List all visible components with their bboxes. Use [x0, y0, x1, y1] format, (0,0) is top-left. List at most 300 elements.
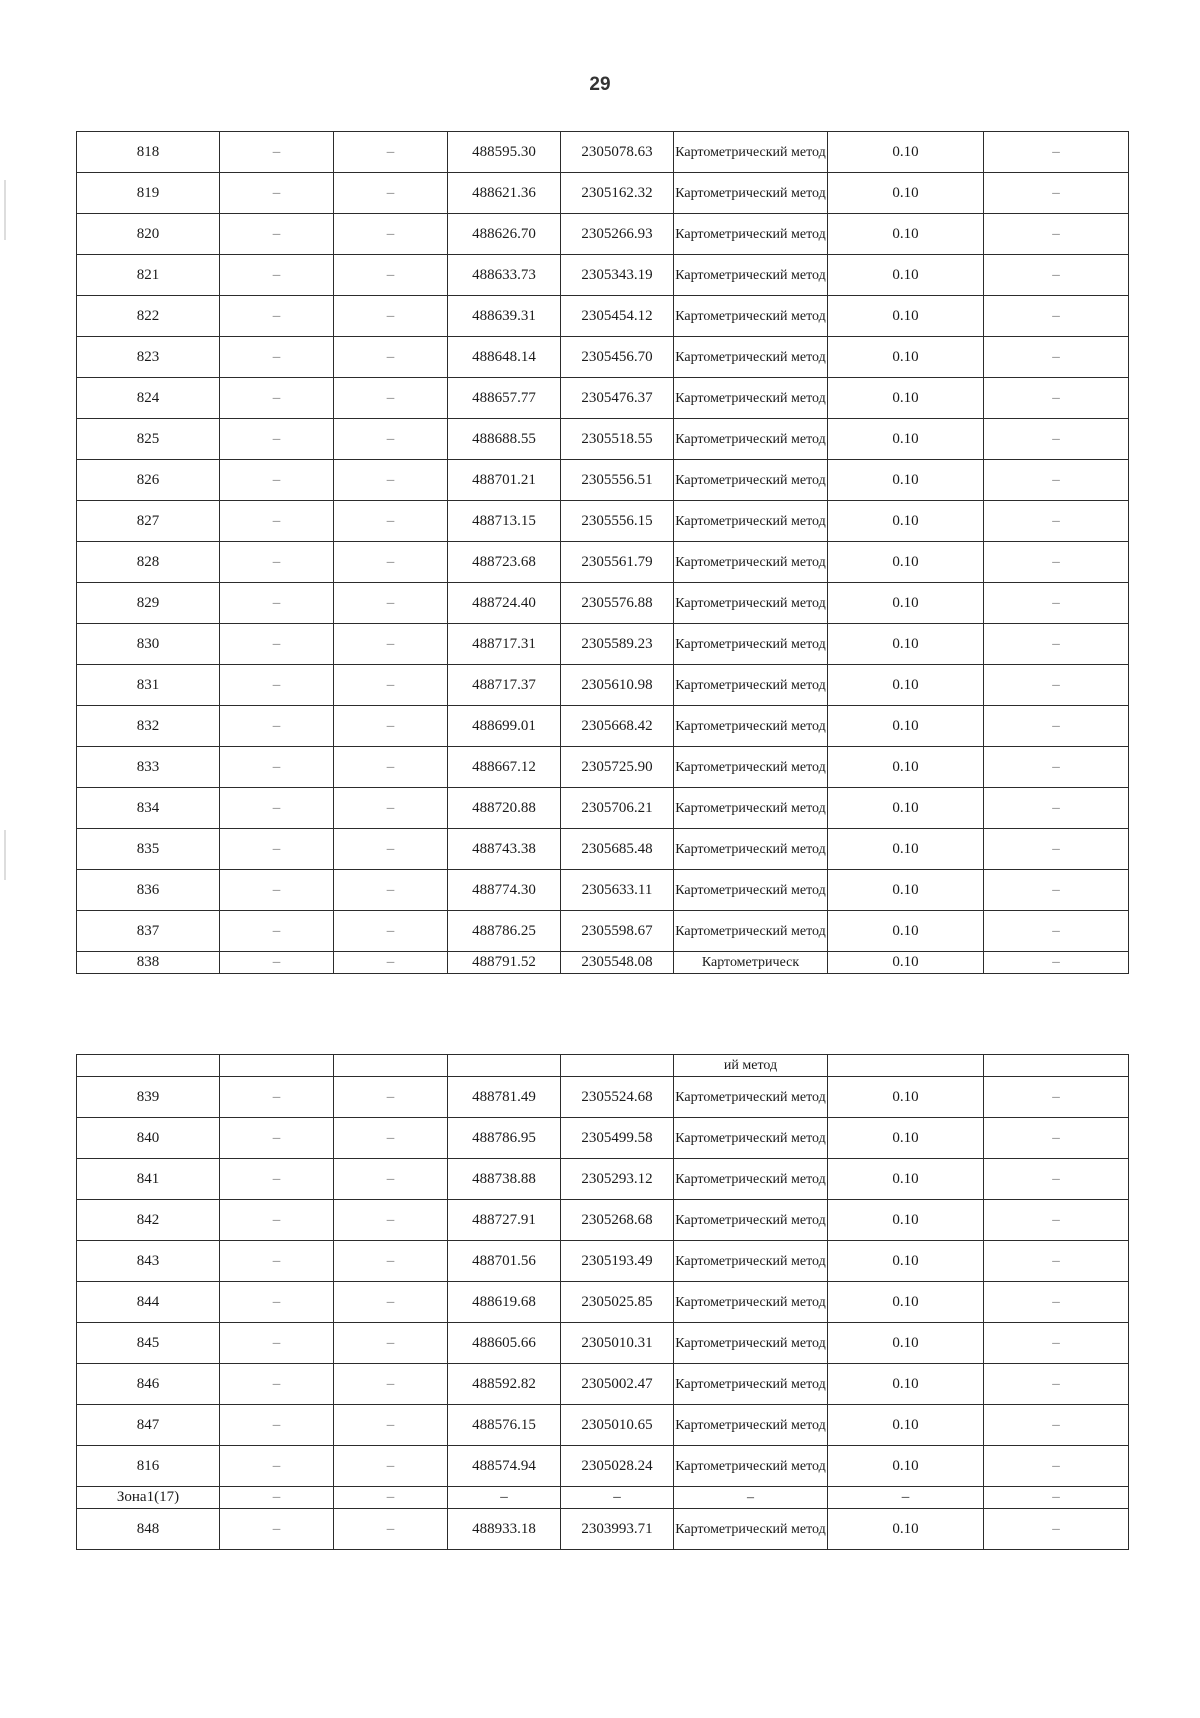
method-cell: Картометрический метод [674, 419, 828, 460]
x-coordinate-cell: 488574.94 [448, 1446, 561, 1487]
x-coordinate-cell [448, 1055, 561, 1077]
empty-cell: – [334, 829, 448, 870]
accuracy-cell: 0.10 [828, 952, 984, 974]
x-coordinate-cell: 488724.40 [448, 583, 561, 624]
empty-cell: – [334, 337, 448, 378]
y-coordinate-cell: 2305078.63 [561, 132, 674, 173]
x-coordinate-cell: 488713.15 [448, 501, 561, 542]
table-row [77, 1159, 1129, 1200]
point-number-cell: 831 [77, 665, 220, 706]
x-coordinate-cell: 488657.77 [448, 378, 561, 419]
empty-cell: – [220, 665, 334, 706]
y-coordinate-cell: 2305556.15 [561, 501, 674, 542]
y-coordinate-cell: 2305002.47 [561, 1364, 674, 1405]
empty-cell: – [334, 132, 448, 173]
empty-cell: – [334, 870, 448, 911]
empty-cell: – [220, 1159, 334, 1200]
y-coordinate-cell: 2305706.21 [561, 788, 674, 829]
table-row [77, 870, 1129, 911]
table-row [77, 173, 1129, 214]
y-coordinate-cell: 2305476.37 [561, 378, 674, 419]
method-cell: Картометрический метод [674, 747, 828, 788]
table-row [77, 624, 1129, 665]
method-cell: ий метод [674, 1055, 828, 1077]
x-coordinate-cell: 488717.31 [448, 624, 561, 665]
method-cell: Картометрический метод [674, 706, 828, 747]
point-number-cell: 823 [77, 337, 220, 378]
empty-cell: – [334, 1323, 448, 1364]
method-cell: Картометрический метод [674, 173, 828, 214]
scan-edge-mark [4, 830, 6, 880]
empty-cell: – [334, 706, 448, 747]
empty-cell: – [984, 460, 1129, 501]
table-row [77, 1118, 1129, 1159]
empty-cell: – [334, 542, 448, 583]
coordinates-table-part-1 [76, 131, 1129, 974]
method-cell: Картометрический метод [674, 911, 828, 952]
empty-cell: – [220, 1364, 334, 1405]
method-cell: Картометрический метод [674, 1241, 828, 1282]
empty-cell: – [984, 1118, 1129, 1159]
method-cell: Картометрический метод [674, 1077, 828, 1118]
scan-edge-mark [4, 180, 6, 240]
accuracy-cell: 0.10 [828, 1405, 984, 1446]
empty-cell: – [334, 501, 448, 542]
y-coordinate-cell: 2305556.51 [561, 460, 674, 501]
empty-cell: – [220, 214, 334, 255]
y-coordinate-cell: 2305685.48 [561, 829, 674, 870]
x-coordinate-cell: 488743.38 [448, 829, 561, 870]
table-row [77, 1446, 1129, 1487]
point-number-cell: 846 [77, 1364, 220, 1405]
table-row [77, 255, 1129, 296]
point-number-cell: 847 [77, 1405, 220, 1446]
method-cell: Картометрический метод [674, 1118, 828, 1159]
empty-cell: – [984, 1200, 1129, 1241]
method-cell: Картометрический метод [674, 870, 828, 911]
x-coordinate-cell: 488626.70 [448, 214, 561, 255]
table-row [77, 1364, 1129, 1405]
point-number-cell: 821 [77, 255, 220, 296]
method-cell: Картометрический метод [674, 829, 828, 870]
empty-cell: – [334, 419, 448, 460]
empty-cell: – [334, 1118, 448, 1159]
point-number-cell: 833 [77, 747, 220, 788]
x-coordinate-cell: 488633.73 [448, 255, 561, 296]
method-cell: Картометрический метод [674, 1364, 828, 1405]
accuracy-cell: 0.10 [828, 1077, 984, 1118]
method-cell: Картометрический метод [674, 214, 828, 255]
empty-cell: – [334, 788, 448, 829]
point-number-cell: 841 [77, 1159, 220, 1200]
x-coordinate-cell: 488667.12 [448, 747, 561, 788]
empty-cell: – [334, 255, 448, 296]
method-cell: Картометрический метод [674, 583, 828, 624]
y-coordinate-cell: 2305293.12 [561, 1159, 674, 1200]
y-coordinate-cell: 2305028.24 [561, 1446, 674, 1487]
x-coordinate-cell: 488621.36 [448, 173, 561, 214]
empty-cell: – [220, 624, 334, 665]
table-row [77, 1487, 1129, 1509]
empty-cell: – [220, 296, 334, 337]
x-coordinate-cell: 488699.01 [448, 706, 561, 747]
table-row [77, 1077, 1129, 1118]
empty-cell: – [334, 1509, 448, 1550]
empty-cell: – [334, 1364, 448, 1405]
empty-cell: – [220, 952, 334, 974]
empty-cell: – [220, 542, 334, 583]
accuracy-cell: 0.10 [828, 665, 984, 706]
method-cell: Картометрический метод [674, 542, 828, 583]
point-number-cell: 820 [77, 214, 220, 255]
empty-cell: – [220, 747, 334, 788]
empty-cell: – [984, 1282, 1129, 1323]
method-cell: Картометрическ [674, 952, 828, 974]
point-number-cell: 830 [77, 624, 220, 665]
table-row [77, 1509, 1129, 1550]
accuracy-cell: 0.10 [828, 501, 984, 542]
y-coordinate-cell: 2305343.19 [561, 255, 674, 296]
table-row [77, 337, 1129, 378]
method-cell: Картометрический метод [674, 337, 828, 378]
point-number-cell: 845 [77, 1323, 220, 1364]
table-row [77, 583, 1129, 624]
accuracy-cell: 0.10 [828, 1159, 984, 1200]
point-number-cell: 836 [77, 870, 220, 911]
x-coordinate-cell: 488933.18 [448, 1509, 561, 1550]
y-coordinate-cell: 2303993.71 [561, 1509, 674, 1550]
empty-cell: – [220, 1509, 334, 1550]
empty-cell: – [334, 173, 448, 214]
empty-cell: – [984, 1405, 1129, 1446]
empty-cell: – [220, 911, 334, 952]
empty-cell: – [984, 583, 1129, 624]
empty-cell: – [984, 1159, 1129, 1200]
coordinates-table-part-2 [76, 1054, 1129, 1550]
point-number-cell: 842 [77, 1200, 220, 1241]
method-cell: – [674, 1487, 828, 1509]
empty-cell [984, 1055, 1129, 1077]
empty-cell: – [984, 829, 1129, 870]
point-number-cell: 839 [77, 1077, 220, 1118]
method-cell: Картометрический метод [674, 1200, 828, 1241]
point-number-cell: 834 [77, 788, 220, 829]
y-coordinate-cell: 2305193.49 [561, 1241, 674, 1282]
empty-cell: – [220, 1487, 334, 1509]
empty-cell: – [984, 706, 1129, 747]
empty-cell: – [334, 952, 448, 974]
accuracy-cell: 0.10 [828, 788, 984, 829]
accuracy-cell: 0.10 [828, 870, 984, 911]
empty-cell: – [220, 132, 334, 173]
empty-cell: – [220, 501, 334, 542]
empty-cell: – [220, 337, 334, 378]
empty-cell: – [984, 624, 1129, 665]
accuracy-cell: 0.10 [828, 624, 984, 665]
point-number-cell: 825 [77, 419, 220, 460]
empty-cell: – [984, 1364, 1129, 1405]
point-number-cell: 832 [77, 706, 220, 747]
method-cell: Картометрический метод [674, 624, 828, 665]
table-row [77, 1405, 1129, 1446]
method-cell: Картометрический метод [674, 1509, 828, 1550]
accuracy-cell: 0.10 [828, 911, 984, 952]
accuracy-cell: 0.10 [828, 419, 984, 460]
accuracy-cell: 0.10 [828, 214, 984, 255]
x-coordinate-cell: 488688.55 [448, 419, 561, 460]
x-coordinate-cell: 488595.30 [448, 132, 561, 173]
y-coordinate-cell: 2305518.55 [561, 419, 674, 460]
empty-cell: – [334, 1077, 448, 1118]
accuracy-cell: 0.10 [828, 1282, 984, 1323]
accuracy-cell: 0.10 [828, 132, 984, 173]
empty-cell: – [220, 1241, 334, 1282]
x-coordinate-cell: 488701.21 [448, 460, 561, 501]
x-coordinate-cell: 488619.68 [448, 1282, 561, 1323]
method-cell: Картометрический метод [674, 1323, 828, 1364]
y-coordinate-cell: 2305576.88 [561, 583, 674, 624]
method-cell: Картометрический метод [674, 501, 828, 542]
empty-cell: – [220, 1405, 334, 1446]
table-row [77, 1200, 1129, 1241]
method-cell: Картометрический метод [674, 132, 828, 173]
y-coordinate-cell: 2305010.31 [561, 1323, 674, 1364]
x-coordinate-cell: 488592.82 [448, 1364, 561, 1405]
x-coordinate-cell: 488605.66 [448, 1323, 561, 1364]
empty-cell: – [984, 870, 1129, 911]
empty-cell: – [984, 747, 1129, 788]
empty-cell: – [220, 829, 334, 870]
empty-cell: – [220, 173, 334, 214]
empty-cell: – [984, 1241, 1129, 1282]
x-coordinate-cell: 488727.91 [448, 1200, 561, 1241]
empty-cell: – [220, 1200, 334, 1241]
table-row [77, 706, 1129, 747]
table-row [77, 501, 1129, 542]
table-row [77, 1323, 1129, 1364]
accuracy-cell: 0.10 [828, 1200, 984, 1241]
x-coordinate-cell: 488791.52 [448, 952, 561, 974]
empty-cell: – [984, 296, 1129, 337]
empty-cell: – [984, 952, 1129, 974]
empty-cell: – [220, 870, 334, 911]
x-coordinate-cell: 488648.14 [448, 337, 561, 378]
empty-cell: – [984, 542, 1129, 583]
x-coordinate-cell: 488639.31 [448, 296, 561, 337]
method-cell: Картометрический метод [674, 1446, 828, 1487]
x-coordinate-cell: – [448, 1487, 561, 1509]
y-coordinate-cell: 2305633.11 [561, 870, 674, 911]
page-number: 29 [589, 74, 611, 95]
y-coordinate-cell: – [561, 1487, 674, 1509]
empty-cell: – [984, 1077, 1129, 1118]
table-row [77, 132, 1129, 173]
point-number-cell: 838 [77, 952, 220, 974]
empty-cell: – [334, 1282, 448, 1323]
point-number-cell: 822 [77, 296, 220, 337]
accuracy-cell: 0.10 [828, 706, 984, 747]
point-number-cell: 844 [77, 1282, 220, 1323]
empty-cell: – [334, 214, 448, 255]
empty-cell: – [984, 419, 1129, 460]
accuracy-cell: 0.10 [828, 1118, 984, 1159]
x-coordinate-cell: 488717.37 [448, 665, 561, 706]
accuracy-cell: 0.10 [828, 1241, 984, 1282]
method-cell: Картометрический метод [674, 1282, 828, 1323]
table-row [77, 829, 1129, 870]
empty-cell: – [220, 255, 334, 296]
empty-cell: – [984, 501, 1129, 542]
y-coordinate-cell: 2305162.32 [561, 173, 674, 214]
point-number-cell: 828 [77, 542, 220, 583]
accuracy-cell: 0.10 [828, 1323, 984, 1364]
accuracy-cell: 0.10 [828, 296, 984, 337]
table-row [77, 911, 1129, 952]
accuracy-cell: 0.10 [828, 1364, 984, 1405]
point-number-cell: Зона1(17) [77, 1487, 220, 1509]
accuracy-cell [828, 1055, 984, 1077]
empty-cell: – [984, 255, 1129, 296]
empty-cell: – [984, 788, 1129, 829]
x-coordinate-cell: 488576.15 [448, 1405, 561, 1446]
method-cell: Картометрический метод [674, 665, 828, 706]
empty-cell: – [334, 1159, 448, 1200]
method-cell: Картометрический метод [674, 378, 828, 419]
table-row [77, 296, 1129, 337]
accuracy-cell: 0.10 [828, 542, 984, 583]
empty-cell: – [220, 378, 334, 419]
y-coordinate-cell: 2305266.93 [561, 214, 674, 255]
empty-cell: – [334, 1200, 448, 1241]
point-number-cell: 829 [77, 583, 220, 624]
y-coordinate-cell: 2305589.23 [561, 624, 674, 665]
method-cell: Картометрический метод [674, 255, 828, 296]
empty-cell: – [334, 1241, 448, 1282]
empty-cell: – [334, 747, 448, 788]
empty-cell: – [984, 1487, 1129, 1509]
x-coordinate-cell: 488774.30 [448, 870, 561, 911]
empty-cell: – [984, 1509, 1129, 1550]
empty-cell: – [984, 665, 1129, 706]
empty-cell: – [220, 706, 334, 747]
point-number-cell: 835 [77, 829, 220, 870]
point-number-cell: 827 [77, 501, 220, 542]
table-row [77, 1241, 1129, 1282]
x-coordinate-cell: 488701.56 [448, 1241, 561, 1282]
empty-cell: – [984, 1323, 1129, 1364]
accuracy-cell: 0.10 [828, 378, 984, 419]
empty-cell: – [984, 173, 1129, 214]
empty-cell: – [220, 788, 334, 829]
empty-cell: – [334, 665, 448, 706]
method-cell: Картометрический метод [674, 1159, 828, 1200]
point-number-cell: 818 [77, 132, 220, 173]
empty-cell: – [220, 1118, 334, 1159]
x-coordinate-cell: 488786.25 [448, 911, 561, 952]
x-coordinate-cell: 488723.68 [448, 542, 561, 583]
table-row [77, 542, 1129, 583]
accuracy-cell: 0.10 [828, 255, 984, 296]
empty-cell: – [220, 419, 334, 460]
table-row [77, 460, 1129, 501]
empty-cell: – [220, 460, 334, 501]
x-coordinate-cell: 488786.95 [448, 1118, 561, 1159]
table-row [77, 214, 1129, 255]
empty-cell: – [334, 911, 448, 952]
y-coordinate-cell: 2305010.65 [561, 1405, 674, 1446]
point-number-cell: 826 [77, 460, 220, 501]
empty-cell: – [984, 1446, 1129, 1487]
y-coordinate-cell: 2305025.85 [561, 1282, 674, 1323]
empty-cell: – [334, 296, 448, 337]
empty-cell: – [220, 1446, 334, 1487]
y-coordinate-cell: 2305454.12 [561, 296, 674, 337]
method-cell: Картометрический метод [674, 296, 828, 337]
method-cell: Картометрический метод [674, 1405, 828, 1446]
empty-cell: – [220, 1323, 334, 1364]
table-row [77, 419, 1129, 460]
table-row [77, 952, 1129, 974]
empty-cell: – [334, 624, 448, 665]
y-coordinate-cell: 2305524.68 [561, 1077, 674, 1118]
x-coordinate-cell: 488738.88 [448, 1159, 561, 1200]
accuracy-cell: – [828, 1487, 984, 1509]
empty-cell: – [220, 1282, 334, 1323]
accuracy-cell: 0.10 [828, 173, 984, 214]
accuracy-cell: 0.10 [828, 460, 984, 501]
x-coordinate-cell: 488781.49 [448, 1077, 561, 1118]
empty-cell: – [334, 1405, 448, 1446]
y-coordinate-cell [561, 1055, 674, 1077]
accuracy-cell: 0.10 [828, 1446, 984, 1487]
empty-cell: – [220, 1077, 334, 1118]
table-row [77, 378, 1129, 419]
empty-cell: – [984, 337, 1129, 378]
accuracy-cell: 0.10 [828, 829, 984, 870]
empty-cell: – [334, 1446, 448, 1487]
point-number-cell [77, 1055, 220, 1077]
y-coordinate-cell: 2305499.58 [561, 1118, 674, 1159]
empty-cell: – [220, 583, 334, 624]
y-coordinate-cell: 2305725.90 [561, 747, 674, 788]
accuracy-cell: 0.10 [828, 337, 984, 378]
y-coordinate-cell: 2305598.67 [561, 911, 674, 952]
point-number-cell: 819 [77, 173, 220, 214]
y-coordinate-cell: 2305561.79 [561, 542, 674, 583]
point-number-cell: 824 [77, 378, 220, 419]
point-number-cell: 840 [77, 1118, 220, 1159]
empty-cell: – [984, 911, 1129, 952]
x-coordinate-cell: 488720.88 [448, 788, 561, 829]
y-coordinate-cell: 2305548.08 [561, 952, 674, 974]
table-row [77, 1282, 1129, 1323]
empty-cell: – [334, 460, 448, 501]
empty-cell [220, 1055, 334, 1077]
table-row [77, 747, 1129, 788]
empty-cell [334, 1055, 448, 1077]
accuracy-cell: 0.10 [828, 583, 984, 624]
table-row [77, 665, 1129, 706]
y-coordinate-cell: 2305610.98 [561, 665, 674, 706]
empty-cell: – [984, 132, 1129, 173]
method-cell: Картометрический метод [674, 788, 828, 829]
accuracy-cell: 0.10 [828, 1509, 984, 1550]
point-number-cell: 837 [77, 911, 220, 952]
empty-cell: – [334, 583, 448, 624]
point-number-cell: 816 [77, 1446, 220, 1487]
point-number-cell: 843 [77, 1241, 220, 1282]
empty-cell: – [334, 378, 448, 419]
